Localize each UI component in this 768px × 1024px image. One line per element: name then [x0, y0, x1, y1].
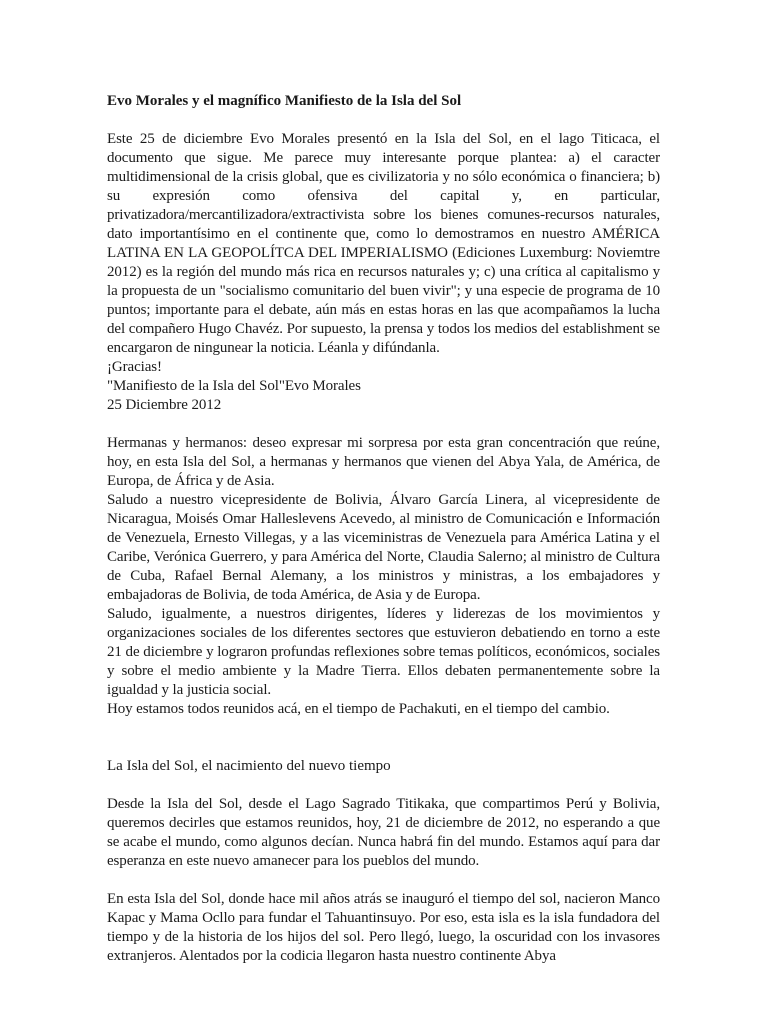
manifesto-line: "Manifiesto de la Isla del Sol"Evo Morales — [107, 378, 361, 394]
spacer — [107, 719, 660, 757]
thanks-line: ¡Gracias! — [107, 359, 162, 375]
saludo-paragraph-2: Saludo, igualmente, a nuestros dirigentes, líderes y liderezas de los movimientos y organizaciones sociales de los diferentes sectores que estuvieron debatiendo en torno a este 21 de diciembre y lograron profundas reflexiones sobre temas políticos, económicos, sociales y sobre el medio ambiente y la Madre Tierra. Ellos debaten permanentemente sobre la igualdad y la justicia social. — [107, 606, 660, 698]
document-page — [107, 92, 660, 966]
greeting-paragraph: Hermanas y hermanos: deseo expresar mi sorpresa por esta gran concentración que reúne, hoy, en esta Isla del Sol, a hermanas y hermanos que vienen del Abya Yala, de América, de Europa, de África y de Asia. — [107, 435, 660, 489]
spacer — [107, 871, 660, 890]
document-title: Evo Morales y el magnífico Manifiesto de la Isla del Sol — [107, 93, 462, 109]
spacer — [107, 415, 660, 434]
intro-paragraph: Este 25 de diciembre Evo Morales presentó en la Isla del Sol, en el lago Titicaca, el documento que sigue. Me parece muy interesante porque plantea: a) el caracter multidimensional de la crisis global, que es civilizatoria y no sólo económica o financiera; b) su expresión como ofensiva del capital y, en particular, privatizadora/mercantilizadora/extractivista sobre los bienes comunes-recursos naturales, dato importantísimo en el continente que, como lo demostramos en nuestro AMÉRICA LATINA EN LA GEOPOLÍTCA DEL IMPERIALISMO (Ediciones Luxemburg: Noviemtre 2012) es la región del mundo más rica en recursos naturales y; c) una crítica al capitalismo y la propuesta de un "socialismo comunitario del buen vivir"; y una especie de programa de 10 puntos; importante para el debate, aún más en estas horas en las que acompañamos la lucha del compañero Hugo Chavéz. Por supuesto, la prensa y todos los medios del establishment se encargaron de ningunear la noticia. Léanla y difúndanla. — [107, 131, 660, 356]
saludo-paragraph-1: Saludo a nuestro vicepresidente de Bolivia, Álvaro García Linera, al vicepresidente de Nicaragua, Moisés Omar Halleslevens Acevedo, al ministro de Comunicación e Información de Venezuela, Ernesto Villegas, y a las viceministras de Venezuela para América Latina y el Caribe, Verónica Guerrero, y para América del Norte, Claudia Salerno; al ministro de Cultura de Cuba, Rafael Bernal Alemany, a los ministros y ministras, a los embajadores y embajadoras de Bolivia, de toda América, de Asia y de Europa. — [107, 492, 660, 603]
section-heading: La Isla del Sol, el nacimiento del nuevo tiempo — [107, 758, 391, 774]
reunidos-paragraph: Hoy estamos todos reunidos acá, en el tiempo de Pachakuti, en el tiempo del cambio. — [107, 701, 610, 717]
desde-paragraph: Desde la Isla del Sol, desde el Lago Sagrado Titikaka, que compartimos Perú y Bolivia, queremos decirles que estamos reunidos, hoy, 21 de diciembre de 2012, no esperando a que se acabe el mundo, como algunos decían. Nunca habrá fin del mundo. Estamos aquí para dar esperanza en este nuevo amanecer para los pueblos del mundo. — [107, 796, 660, 869]
isla-paragraph: En esta Isla del Sol, donde hace mil años atrás se inauguró el tiempo del sol, nacieron Manco Kapac y Mama Ocllo para fundar el Tahuantinsuyo. Por eso, esta isla es la isla fundadora del tiempo y de la historia de los hijos del sol. Pero llegó, luego, la oscuridad con los invasores extranjeros. Alentados por la codicia llegaron hasta nuestro continente Abya — [107, 891, 660, 964]
spacer — [107, 776, 660, 795]
date-line: 25 Diciembre 2012 — [107, 397, 222, 413]
